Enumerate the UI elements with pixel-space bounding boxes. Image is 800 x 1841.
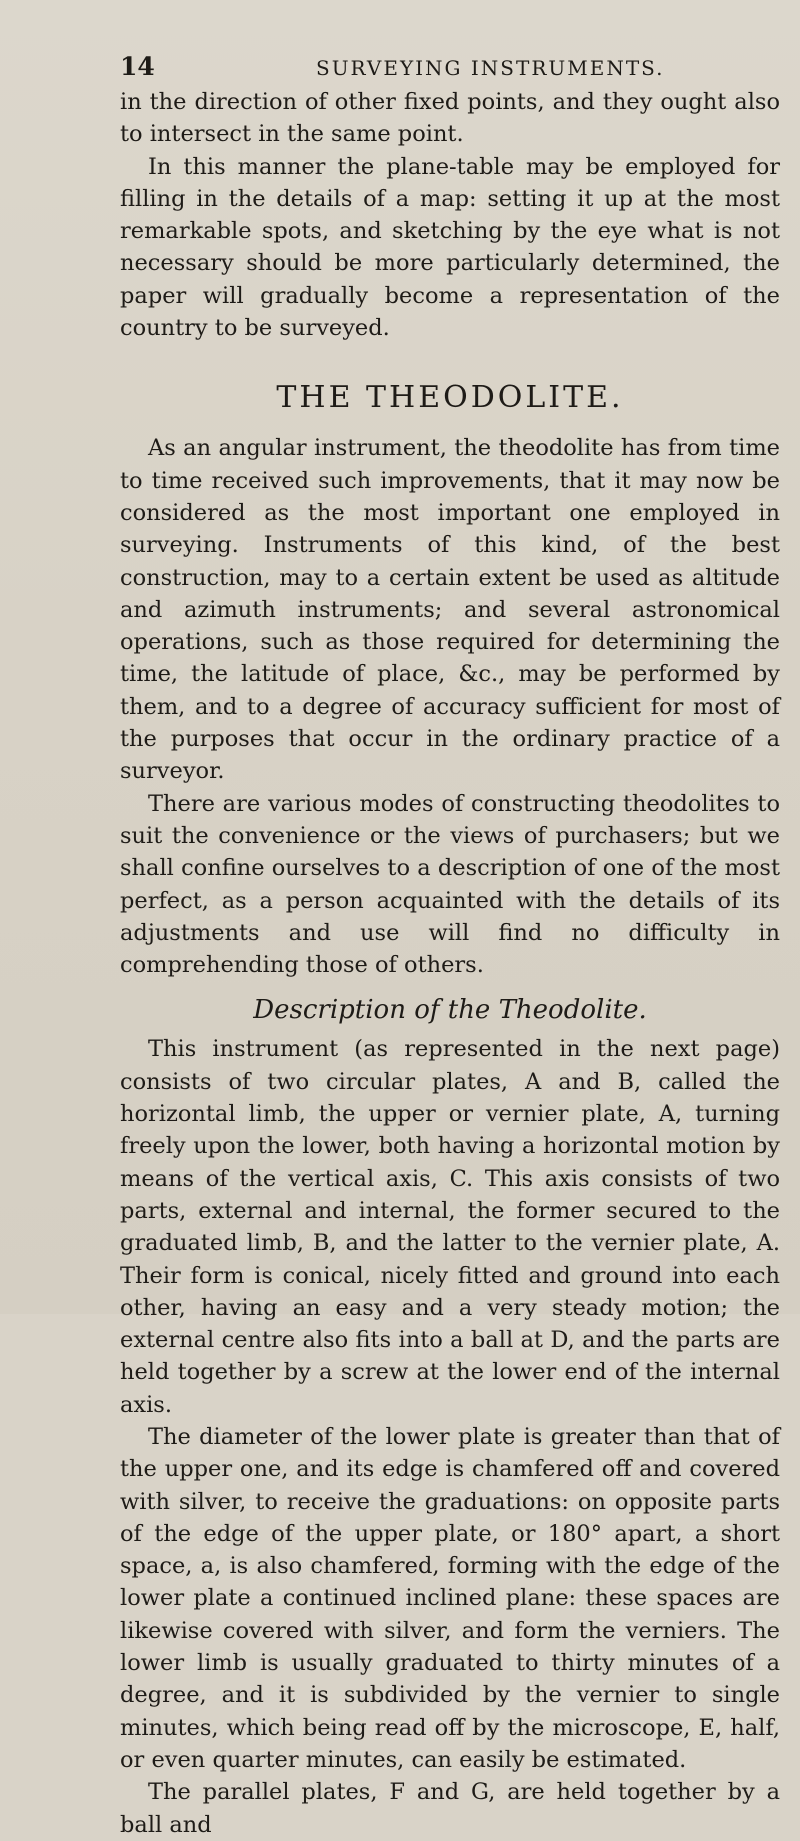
page-number: 14 [120, 52, 155, 81]
running-title: SURVEYING INSTRUMENTS. [316, 56, 665, 80]
paragraph: The diameter of the lower plate is greater than that of the upper one, and its edge is chamfered off and covered with silver, to receive the graduations: on opposite parts of the edge of the upper plate, or 180° apart, a short space, a, is also chamfered, forming with the edge of the lower plate a continued inclined plane: these spaces are likewise covered with silver, and form the verniers. The lower limb is usually graduated to thirty minutes of a degree, and it is subdivided by the vernier to single minutes, which being read off by the microscope, E, half, or even quarter minutes, can easily be estimated. [120, 1423, 780, 1773]
page-header [120, 52, 760, 82]
paragraph: This instrument (as represented in the next page) consists of two circular plates, A and B, called the horizontal limb, the upper or vernier plate, A, turning freely upon the lower, both having a horizontal motion by means of the vertical axis, C. This axis consists of two parts, external and internal, the former secured to the graduated limb, B, and the latter to the vernier plate, A. Their form is conical, nicely fitted and ground into each other, having an easy and a very steady motion; the external centre also fits into a ball at D, and the parts are held together by a screw at the lower end of the internal axis. [120, 1036, 780, 1418]
section-title: THE THEODOLITE. [276, 380, 624, 416]
body-text [120, 86, 780, 1841]
paragraph: in the direction of other fixed points, and they ought also to intersect in the same point. [120, 89, 780, 148]
paragraph: There are various modes of constructing theodolites to suit the convenience or the views of purchasers; but we shall confine ourselves to a description of one of the most perfect, as a person acquainted with the details of its adjustments and use will find no difficulty in comprehending those of others. [120, 790, 780, 979]
paragraph: As an angular instrument, the theodolite has from time to time received such improvements, that it may now be considered as the most important one employed in surveying. Instruments of this kind, of the best construction, may to a certain extent be used as altitude and azimuth instruments; and several astronomical operations, such as those required for determining the time, the latitude of place, &c., may be performed by them, and to a degree of accuracy sufficient for most of the purposes that occur in the ordinary practice of a surveyor. [120, 435, 780, 785]
subsection-title: Description of the Theodolite. [253, 995, 647, 1026]
paragraph: The parallel plates, F and G, are held together by a ball and [120, 1779, 780, 1838]
paragraph: In this manner the plane-table may be employed for filling in the details of a map: setting it up at the most remarkable spots, and sketching by the eye what is not necessary should be more particularly determined, the paper will gradually become a representation of the country to be surveyed. [120, 153, 780, 342]
